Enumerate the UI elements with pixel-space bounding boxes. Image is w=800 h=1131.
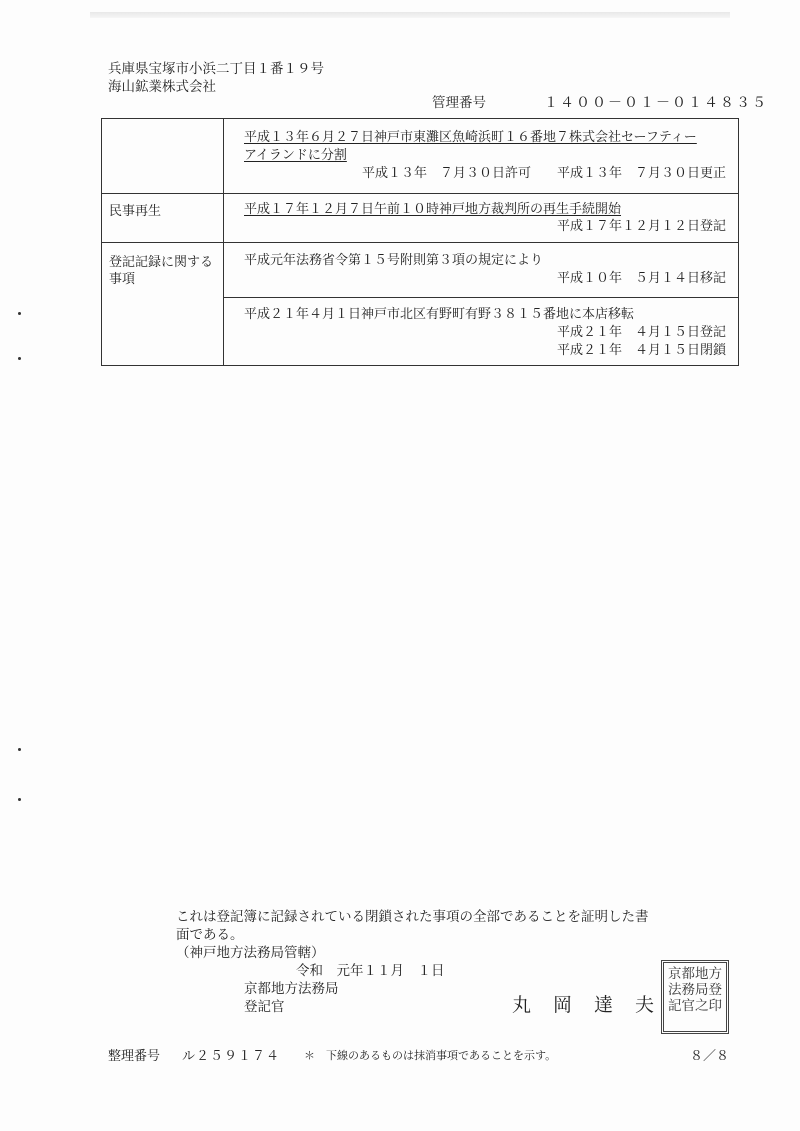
- row3-label-line2: 事項: [109, 272, 136, 287]
- certification-line2: 面である。: [176, 927, 244, 943]
- row1-line3: 平成１３年 ７月３０日許可 平成１３年 ７月３０日更正: [361, 166, 726, 181]
- row2-line2: 平成１７年１２月１２日登記: [556, 219, 726, 234]
- page-number: ８／８: [690, 1049, 730, 1064]
- scan-speck: [18, 798, 21, 801]
- scan-edge: [90, 12, 730, 18]
- row1-line1: 平成１３年６月２７日神戸市東灘区魚崎浜町１６番地７株式会社セーフティー: [244, 130, 697, 145]
- control-number: ル２５９１７４: [182, 1049, 281, 1064]
- company-name: 海山鉱業株式会社: [108, 79, 216, 95]
- jurisdiction: （神戸地方法務局管轄）: [176, 945, 325, 961]
- footer-note: ＊ 下線のあるものは抹消事項であることを示す。: [304, 1049, 557, 1062]
- row1-line2: アイランドに分割: [244, 148, 347, 163]
- scan-speck: [18, 357, 21, 360]
- sub-row-divider: [223, 297, 738, 298]
- row2-line1: 平成１７年１２月７日午前１０時神戸地方裁判所の再生手続開始: [244, 202, 622, 217]
- company-address: 兵庫県宝塚市小浜二丁目１番１９号: [108, 61, 324, 77]
- row3-entry1-line1: 平成元年法務省令第１５号附則第３項の規定により: [244, 253, 544, 268]
- row3-entry2-line3: 平成２１年 ４月１５日閉鎖: [556, 343, 726, 358]
- official-seal: 京都地方法務局登記官之印: [661, 960, 729, 1034]
- management-number: １４００－０１－０１４８３５: [544, 95, 768, 111]
- management-label: 管理番号: [432, 95, 486, 111]
- scan-speck: [18, 312, 21, 315]
- row3-entry2-line2: 平成２１年 ４月１５日登記: [556, 325, 726, 340]
- management-number-row: [432, 91, 768, 112]
- certification-date: 令和 元年１１月 １日: [296, 963, 445, 979]
- officer-name: 丸岡達夫: [512, 994, 677, 1016]
- control-label: 整理番号: [108, 1049, 161, 1064]
- row3-entry2-line1: 平成２１年４月１日神戸市北区有野町有野３８１５番地に本店移転: [244, 307, 635, 322]
- row2-label: 民事再生: [109, 204, 162, 219]
- scan-speck: [18, 748, 21, 751]
- row3-label-line1: 登記記録に関する: [109, 255, 214, 270]
- officer-title: 登記官: [244, 999, 285, 1015]
- row3-entry1-line2: 平成１０年 ５月１４日移記: [556, 271, 726, 286]
- certification-line1: これは登記簿に記録されている閉鎖された事項の全部であることを証明した書: [176, 909, 649, 925]
- row-divider: [102, 242, 738, 243]
- row-divider: [102, 193, 738, 194]
- issuing-office: 京都地方法務局: [244, 981, 339, 997]
- registry-table: [101, 118, 739, 366]
